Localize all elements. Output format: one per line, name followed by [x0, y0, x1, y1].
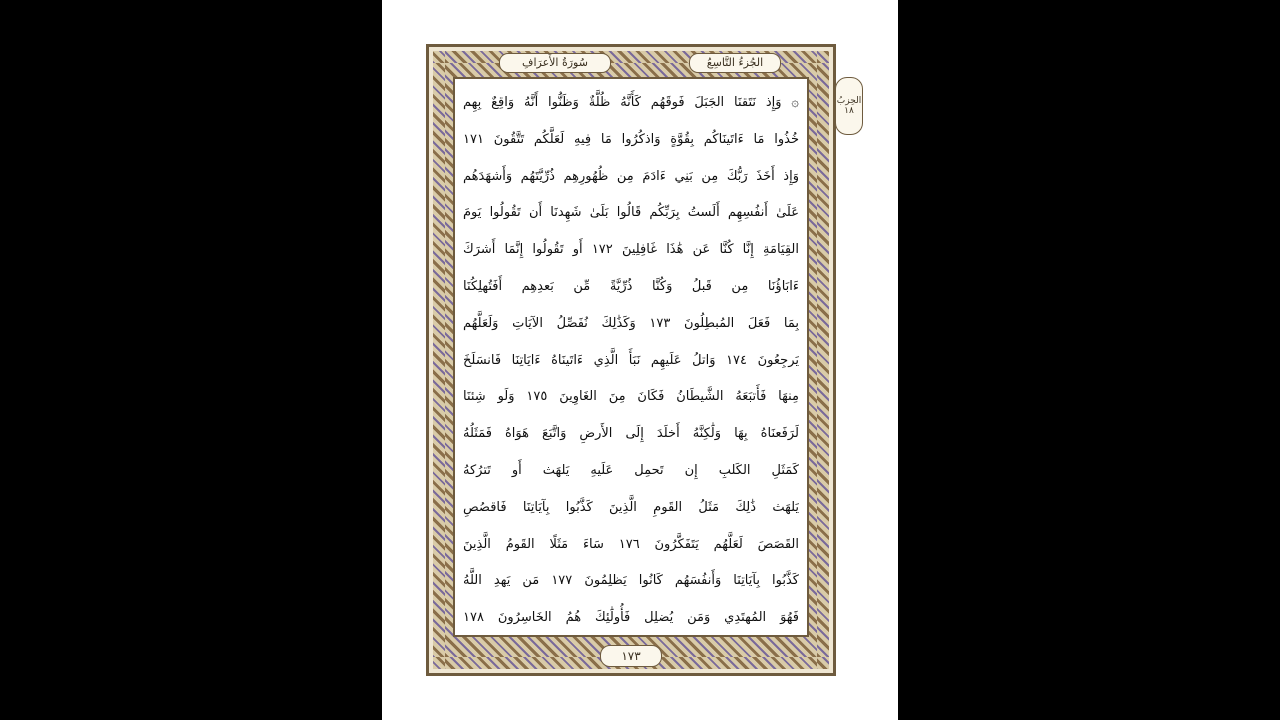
hizb-label: الحِزبُ — [836, 96, 862, 106]
surah-label: سُورَةُ الأَعرَافِ — [499, 53, 611, 73]
text-line: يَلهَث ذَٰلِكَ مَثَلُ القَومِ الَّذِينَ كَذَّبُوا بِآيَاتِنَا فَاقصُصِ — [463, 499, 799, 515]
text-panel — [453, 77, 809, 637]
text-line: ۞ وَإِذ نَتَقنَا الجَبَلَ فَوقَهُم كَأَنَّهُ ظُلَّةٌ وَظَنُّوا أَنَّهُ وَاقِعٌ بِهِم — [463, 95, 799, 110]
ornamental-frame — [426, 44, 862, 676]
hizb-number: ١٨ — [844, 106, 854, 116]
juz-label: الجُزءُ التَّاسِعُ — [689, 53, 781, 73]
text-line: مِنهَا فَأَتبَعَهُ الشَّيطَانُ فَكَانَ مِنَ الغَاوِينَ ١٧٥ وَلَو شِئنَا — [463, 389, 799, 405]
text-line: كَذَّبُوا بِآيَاتِنَا وَأَنفُسَهُم كَانُوا يَظلِمُونَ ١٧٧ مَن يَهدِ اللَّهُ — [463, 573, 799, 589]
text-line: كَمَثَلِ الكَلبِ إِن تَحمِل عَلَيهِ يَلهَث أَو تَترُكهُ — [463, 462, 799, 478]
text-line: خُذُوا مَا ءَاتَينَاكُم بِقُوَّةٍ وَاذكُرُوا مَا فِيهِ لَعَلَّكُم تَتَّقُونَ ١٧١ — [463, 131, 799, 147]
text-line: بِمَا فَعَلَ المُبطِلُونَ ١٧٣ وَكَذَٰلِكَ نُفَصِّلُ الآيَاتِ وَلَعَلَّهُم — [463, 315, 799, 331]
text-line: عَلَىٰ أَنفُسِهِم أَلَستُ بِرَبِّكُم قَالُوا بَلَىٰ شَهِدنَا أَن تَقُولُوا يَومَ — [463, 205, 799, 221]
text-line: ءَابَاؤُنَا مِن قَبلُ وَكُنَّا ذُرِّيَّةً مِّن بَعدِهِم أَفَتُهلِكُنَا — [463, 278, 799, 294]
text-line: القَصَصَ لَعَلَّهُم يَتَفَكَّرُونَ ١٧٦ سَاءَ مَثَلًا القَومُ الَّذِينَ — [463, 536, 799, 552]
text-line: القِيَامَةِ إِنَّا كُنَّا عَن هَٰذَا غَافِلِينَ ١٧٢ أَو تَقُولُوا إِنَّمَا أَشرَكَ — [463, 242, 799, 258]
page-number: ١٧٣ — [600, 645, 662, 667]
verse-lines — [463, 85, 799, 629]
text-line: يَرجِعُونَ ١٧٤ وَاتلُ عَلَيهِم نَبَأَ الَّذِي ءَاتَينَاهُ ءَايَاتِنَا فَانسَلَخَ — [463, 352, 799, 368]
hizb-marker — [835, 77, 863, 135]
text-line: فَهُوَ المُهتَدِي وَمَن يُضلِل فَأُولَٰئِكَ هُمُ الخَاسِرُونَ ١٧٨ — [463, 610, 799, 626]
mushaf-page — [382, 0, 898, 720]
text-line: وَإِذ أَخَذَ رَبُّكَ مِن بَنِي ءَادَمَ مِن ظُهُورِهِم ذُرِّيَّتَهُم وَأَشهَدَهُم — [463, 168, 799, 184]
text-line: لَرَفَعنَاهُ بِهَا وَلَٰكِنَّهُ أَخلَدَ إِلَى الأَرضِ وَاتَّبَعَ هَوَاهُ فَمَثَلُهُ — [463, 426, 799, 442]
